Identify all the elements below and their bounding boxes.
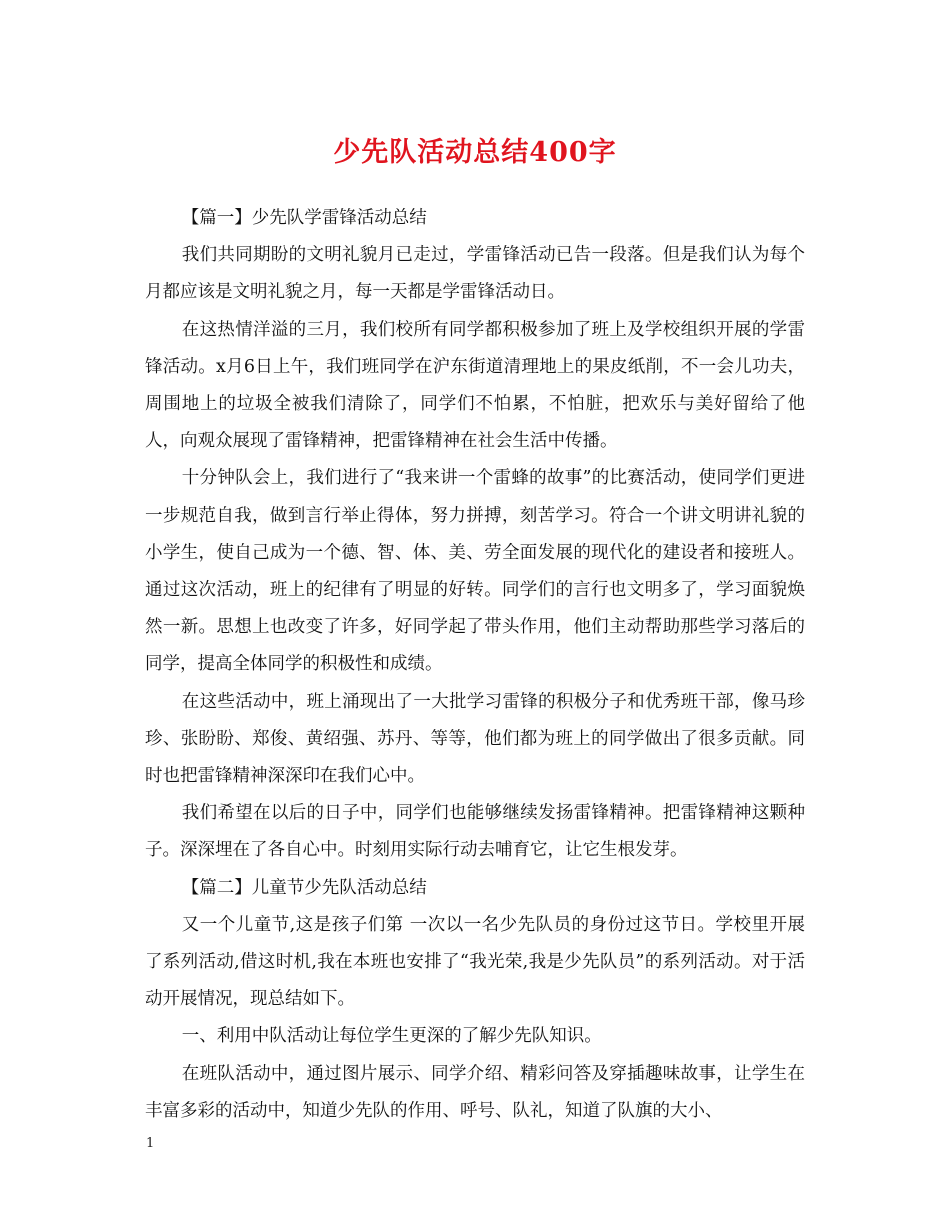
document-title: 少先队活动总结400字: [333, 137, 617, 168]
document-body: [145, 200, 805, 1130]
paragraph: 十分钟队会上，我们进行了“我来讲一个雷蜂的故事”的比赛活动，使同学们更进一步规范自我，做到言行举止得体，努力拼搏，刻苦学习。符合一个讲文明讲礼貌的小学生，使自己成为一个德、智、体、美、劳全面发展的现代化的建设者和接班人。通过这次活动，班上的纪律有了明显的好转。同学们的言行也文明多了，学习面貌焕然一新。思想上也改变了许多，好同学起了带头作用，他们主动帮助那些学习落后的同学，提高全体同学的积极性和成绩。: [145, 468, 805, 675]
paragraph: 在班队活动中，通过图片展示、同学介绍、精彩问答及穿插趣味故事，让学生在丰富多彩的活动中，知道少先队的作用、呼号、队礼，知道了队旗的大小、: [145, 1063, 805, 1121]
section-heading-2: 【篇二】儿童节少先队活动总结: [181, 877, 427, 898]
page-number: 1: [146, 1136, 155, 1151]
paragraph: 在这热情洋溢的三月，我们校所有同学都积极参加了班上及学校组织开展的学雷锋活动。x月6日上午，我们班同学在沪东街道清理地上的果皮纸削，不一会儿功夫，周围地上的垃圾全被我们清除了，同学们不怕累，不怕脏，把欢乐与美好留给了他人，向观众展现了雷锋精神，把雷锋精神在社会生活中传播。: [145, 319, 805, 452]
paragraph: 一、利用中队活动让每位学生更深的了解少先队知识。: [181, 1026, 602, 1047]
paragraph: 我们希望在以后的日子中，同学们也能够继续发扬雷锋精神。把雷锋精神这颗种子。深深埋在了各自心中。时刻用实际行动去哺育它，让它生根发芽。: [145, 803, 805, 861]
paragraph: 在这些活动中，班上涌现出了一大批学习雷锋的积极分子和优秀班干部，像马珍珍、张盼盼、郑俊、黄绍强、苏丹、等等，他们都为班上的同学做出了很多贡献。同时也把雷锋精神深深印在我们心中。: [145, 691, 805, 787]
section-heading-1: 【篇一】少先队学雷锋活动总结: [181, 208, 427, 228]
paragraph: 又一个儿童节,这是孩子们第 一次以一名少先队员的身份过这节日。学校里开展了系列活动,借这时机,我在本班也安排了“我光荣,我是少先队员”的系列活动。对于活动开展情况，现总结如下。: [145, 914, 805, 1010]
paragraph: 我们共同期盼的文明礼貌月已走过，学雷锋活动已告一段落。但是我们认为每个月都应该是文明礼貌之月，每一天都是学雷锋活动日。: [145, 245, 805, 303]
